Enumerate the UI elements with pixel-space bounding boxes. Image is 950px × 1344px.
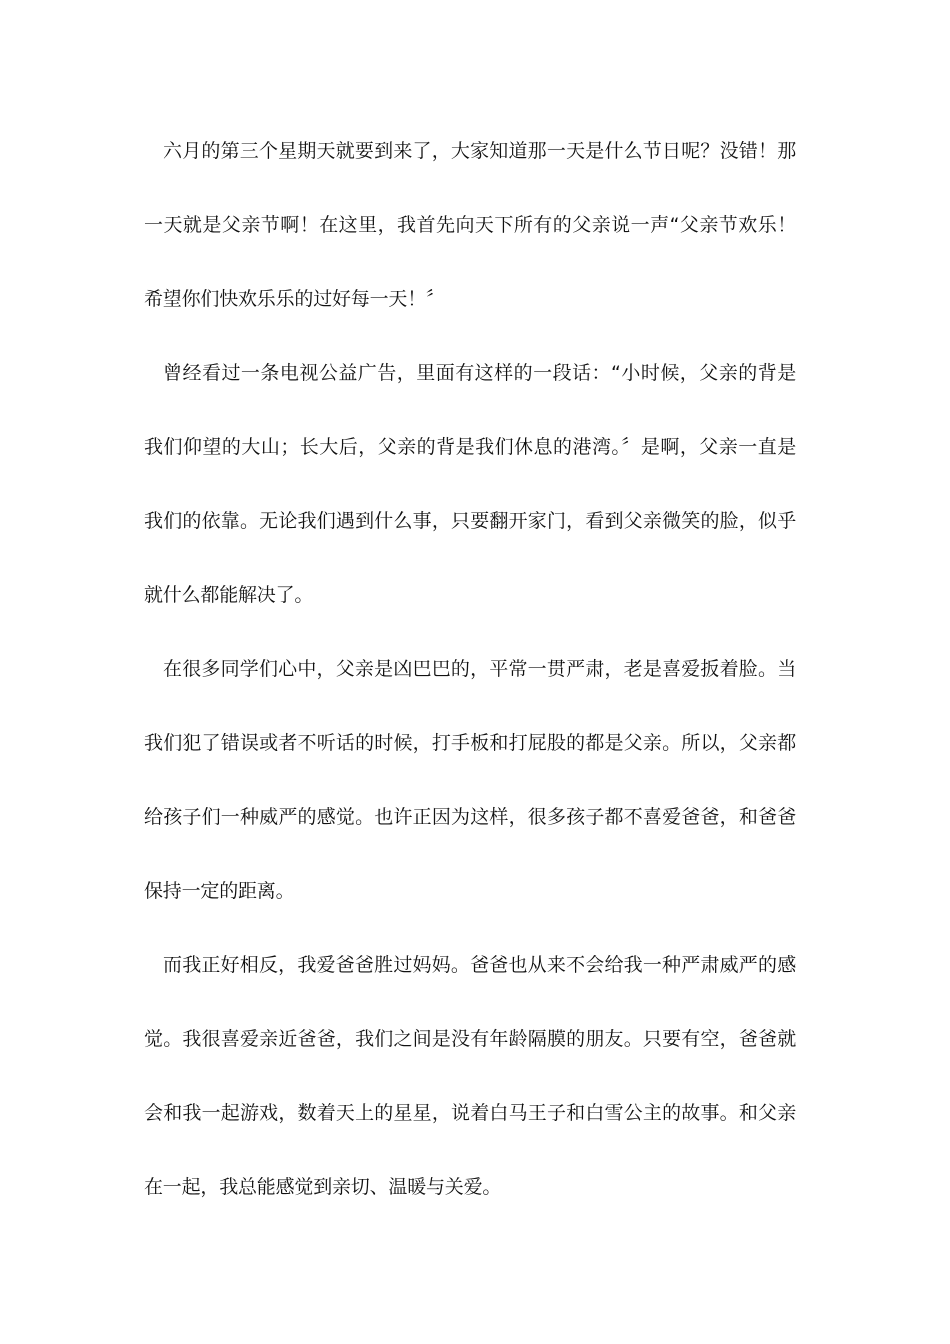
paragraph-line: 曾经看过一条电视公益广告，里面有这样的一段话：“小时候，父亲的背是 [163,362,796,384]
paragraph-line: 六月的第三个星期天就要到来了，大家知道那一天是什么节日呢？没错！那 [163,140,796,162]
paragraph-line: 就什么都能解决了。 [144,584,314,606]
paragraph-4 [144,942,796,1238]
paragraph-line: 在很多同学们心中，父亲是凶巴巴的，平常一贯严肃，老是喜爱扳着脸。当 [163,658,796,680]
paragraph-2 [144,350,796,646]
paragraph-line: 会和我一起游戏，数着天上的星星，说着白马王子和白雪公主的故事。和父亲 [144,1102,796,1124]
paragraph-line: 给孩子们一种威严的感觉。也许正因为这样，很多孩子都不喜爱爸爸，和爸爸 [144,806,796,828]
paragraph-3 [144,646,796,942]
paragraph-line: 保持一定的距离。 [144,880,295,902]
paragraph-line: 在一起，我总能感觉到亲切、温暖与关爱。 [144,1176,502,1198]
paragraph-line: 一天就是父亲节啊！在这里，我首先向天下所有的父亲说一声“父亲节欢乐！ [144,214,796,236]
paragraph-line: 而我正好相反，我爱爸爸胜过妈妈。爸爸也从来不会给我一种严肃威严的感 [163,954,796,976]
paragraph-line: 觉。我很喜爱亲近爸爸，我们之间是没有年龄隔膜的朋友。只要有空，爸爸就 [144,1028,796,1050]
paragraph-line: 我们仰望的大山；长大后，父亲的背是我们休息的港湾。〞是啊，父亲一直是 [144,436,796,458]
article-body [144,128,796,1238]
paragraph-1 [144,128,796,350]
paragraph-line: 我们犯了错误或者不听话的时候，打手板和打屁股的都是父亲。所以，父亲都 [144,732,796,754]
paragraph-line: 我们的依靠。无论我们遇到什么事，只要翻开家门，看到父亲微笑的脸，似乎 [144,510,796,532]
paragraph-line: 希望你们快欢乐乐的过好每一天！〞 [144,288,445,310]
